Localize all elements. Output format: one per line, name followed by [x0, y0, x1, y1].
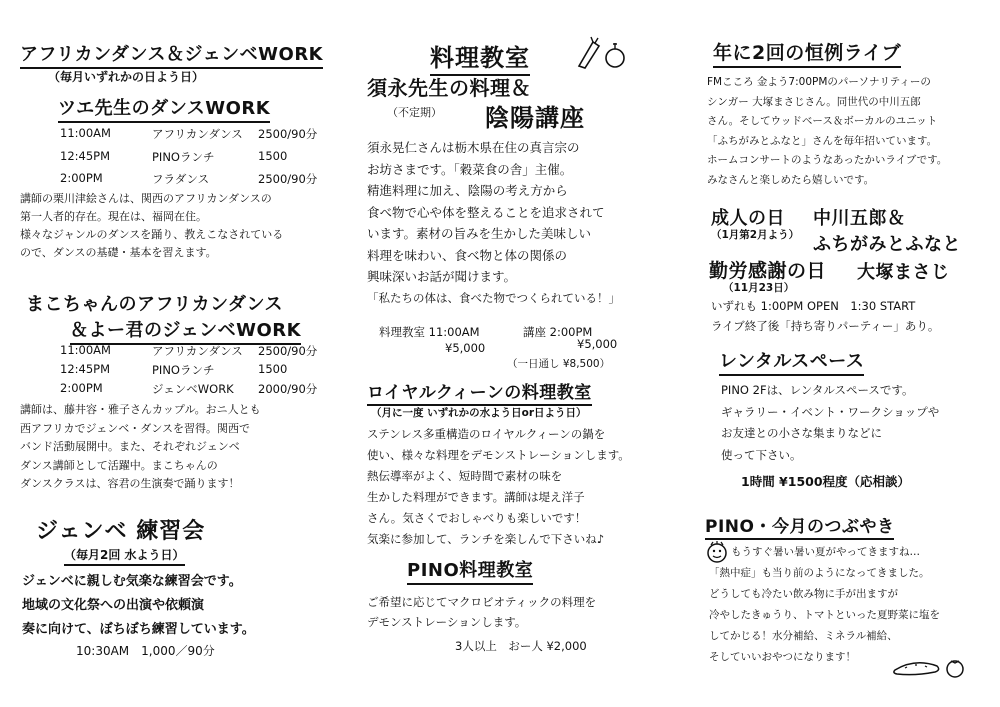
text-line: 使い、様々な料理をデモンストレーションします。 [367, 448, 630, 462]
schedule-price: 2500/90分 [258, 172, 318, 186]
pino-cooking-title: PINO料理教室 [407, 556, 533, 585]
coming-of-age-artist-1: 中川五郎＆ [813, 208, 906, 229]
text-line: 奏に向けて、ぼちぼち練習しています。 [22, 622, 255, 637]
text-line: そしていいおやつになります！ [709, 651, 856, 663]
live-section-title: 年に2回の恒例ライブ [713, 38, 901, 68]
schedule-time: 12:45PM [60, 362, 110, 376]
monthly-tweet-text-first [731, 542, 920, 563]
live-description [707, 73, 947, 190]
schedule-item: PINOランチ [152, 363, 215, 377]
schedule-item: フラダンス [152, 172, 210, 186]
text-line: ダンス講師として活躍中。まこちゃんの [20, 458, 218, 472]
schedule-item: アフリカンダンス [152, 344, 243, 358]
schedule-time: 2:00PM [60, 381, 103, 395]
tsue-description [20, 190, 283, 262]
text-line: お坊さまです。「穀菜食の舎」主催。 [367, 161, 573, 177]
text-line: 「私たちの体は、食べた物でつくられている！」 [367, 290, 620, 305]
suenaga-lecture-time: 講座 2:00PM [523, 325, 593, 339]
schedule-time: 11:00AM [60, 126, 111, 140]
labor-thanksgiving-artist: 大塚まさじ [857, 262, 950, 283]
text-line: 冷やしたきゅうり、トマトといった夏野菜に塩を [709, 609, 940, 621]
live-after-party: ライブ終了後「持ち寄りパーティー」あり。 [711, 319, 940, 333]
labor-thanksgiving-date: （11月23日） [723, 282, 795, 294]
schedule-item: アフリカンダンス [152, 127, 243, 141]
text-line: 食べ物で心や体を整えることを追求されて [367, 204, 605, 220]
text-line: ステンレス多重構造のロイヤルクィーンの鍋を [367, 427, 606, 441]
text-line: ジェンベに親しむ気楽な練習会です。 [22, 574, 242, 589]
suenaga-class-price: ¥5,000 [445, 341, 486, 355]
text-line: ホームコンサートのようなあったかいライブです。 [707, 154, 948, 166]
dance-section-title: アフリカンダンス＆ジェンベWORK [20, 40, 323, 69]
djembe-practice-subtitle: （毎月2回 水よう日） [64, 546, 185, 566]
text-line: います。素材の旨みを生かした美味しい [367, 226, 592, 241]
column-dance [18, 0, 328, 707]
schedule-price: 1500 [258, 362, 288, 376]
text-line: 講師は、藤井容・雅子さんカップル。おニ人とも [20, 403, 261, 416]
text-line: 様々なジャンルのダンスを踊り、教えこなされている [20, 228, 284, 241]
schedule-item: ジェンベWORK [152, 382, 234, 396]
text-line: 興味深いお話が聞けます。 [367, 269, 517, 284]
monthly-tweet-title: PINO・今月のつぶやき [705, 512, 894, 540]
pino-cooking-price: 3人以上 おー人 ¥2,000 [455, 639, 587, 653]
schedule-time: 11:00AM [60, 343, 111, 357]
labor-thanksgiving-day: 勤労感謝の日 [709, 260, 827, 282]
text-line: 気楽に参加して、ランチを楽しんで下さいね♪ [367, 532, 605, 546]
royal-queen-title: ロイヤルクィーンの料理教室 [367, 378, 592, 406]
royal-queen-description [367, 424, 630, 550]
column-cooking [345, 0, 665, 707]
royal-queen-subtitle: （月に一度 いずれかの水よう日or日よう日） [371, 407, 587, 419]
rental-space-price: 1時間 ¥1500程度（応相談） [741, 474, 911, 489]
monthly-tweet-text [709, 563, 940, 668]
schedule-item: PINOランチ [152, 150, 215, 164]
coming-of-age-date: （1月第2月よう） [711, 229, 800, 241]
suenaga-lecture-price: ¥5,000 [577, 337, 618, 351]
schedule-price: 2500/90分 [258, 127, 318, 141]
smiley-face-icon [705, 540, 729, 564]
suenaga-description [367, 137, 620, 309]
text-line: みなさんと楽しめたら嬉しいです。 [707, 173, 875, 186]
text-line: 地域の文化祭への出演や依頼演 [22, 598, 205, 613]
text-line: 料理を味わい、食べ物と体の関係の [367, 247, 568, 263]
text-line: 「熱中症」も当り前のようになってきました。 [709, 567, 930, 579]
text-line: 「ふちがみとふなと」さんを毎年招いています。 [707, 134, 938, 147]
rental-space-title: レンタルスペース [719, 347, 864, 376]
text-line: 西アフリカでジェンベ・ダンスを習得。関西で [20, 421, 251, 435]
mako-title-line1: まこちゃんのアフリカンダンス [26, 294, 284, 315]
mako-title-line2: ＆よー君のジェンベWORK [70, 316, 301, 345]
text-line: 第一人者的存在。現在は、福岡在住。 [20, 210, 207, 223]
suenaga-title-line1: 須永先生の料理＆ [367, 76, 531, 100]
mako-description [20, 401, 261, 494]
djembe-practice-title: ジェンベ 練習会 [36, 519, 206, 544]
text-line: 使って下さい。 [721, 447, 802, 462]
text-line: 講師の栗川津絵さんは、関西のアフリカンダンスの [20, 192, 272, 205]
text-line: 須永晃仁さんは栃木県在住の真言宗の [367, 140, 580, 155]
cucumber-tomato-icon [891, 654, 971, 680]
coming-of-age-artist-2: ふちがみとふなと [813, 234, 961, 255]
text-line: シンガー 大塚まさじさん。同世代の中川五郎 [707, 95, 921, 108]
text-line: してかじる！水分補給、ミネラル補給、 [709, 630, 898, 642]
text-line: PINO 2Fは、レンタルスペースです。 [721, 383, 914, 397]
text-line: ご希望に応じてマクロビオティックの料理を [367, 595, 597, 609]
suenaga-class-time: 料理教室 11:00AM [379, 325, 480, 339]
djembe-time-price: 10:30AM 1,000／90分 [76, 644, 215, 658]
text-line: 生かした料理ができます。講師は堤え洋子 [367, 490, 585, 504]
text-line: ので、ダンスの基礎・基本を習えます。 [20, 246, 217, 259]
schedule-price: 2500/90分 [258, 344, 318, 358]
schedule-time: 12:45PM [60, 149, 110, 163]
dance-section-subtitle: （毎月いずれかの日よう日） [48, 70, 205, 84]
text-line: さん。そしてウッドベース＆ボーカルのユニット [707, 115, 938, 127]
text-line: デモンストレーションします。 [367, 615, 527, 629]
text-line: お友達との小さな集まりなどに [721, 426, 882, 440]
text-line: 熱伝導率がよく、短時間で素材の味を [367, 469, 563, 483]
text-line: ギャラリー・イベント・ワークショップや [721, 404, 940, 419]
vegetables-icon [573, 36, 633, 70]
text-line: FMこころ 金よう7:00PMのパーソナリティーの [707, 76, 931, 88]
schedule-time: 2:00PM [60, 171, 103, 185]
djembe-description [22, 570, 255, 642]
column-events [695, 0, 985, 707]
text-line: バンド活動展開中。また、それぞれジェンベ [20, 440, 240, 453]
schedule-price: 1500 [258, 149, 288, 163]
tsue-workshop-title: ツエ先生のダンスWORK [58, 94, 270, 123]
rental-space-description [721, 380, 939, 466]
text-line: ダンスクラスは、容君の生演奏で踊ります！ [20, 477, 240, 490]
text-line: もうすぐ暑い暑い夏がやってきますね… [731, 546, 920, 558]
text-line: 精進料理に加え、陰陽の考え方から [367, 183, 568, 198]
text-line: さん。気さくでおしゃべりも楽しいです！ [367, 511, 587, 525]
cooking-section-title: 料理教室 [430, 38, 530, 76]
live-open-start-time: いずれも 1:00PM OPEN 1:30 START [711, 299, 916, 313]
text-line: どうしても冷たい飲み物に手が出ますが [709, 588, 898, 600]
suenaga-full-day-price: （一日通し ¥8,500） [507, 358, 611, 370]
suenaga-title-line2: 陰陽講座 [485, 104, 585, 132]
schedule-price: 2000/90分 [258, 382, 318, 396]
pino-cooking-description [367, 592, 596, 632]
suenaga-irregular-note: （不定期） [387, 106, 442, 119]
coming-of-age-day: 成人の日 [711, 208, 785, 229]
